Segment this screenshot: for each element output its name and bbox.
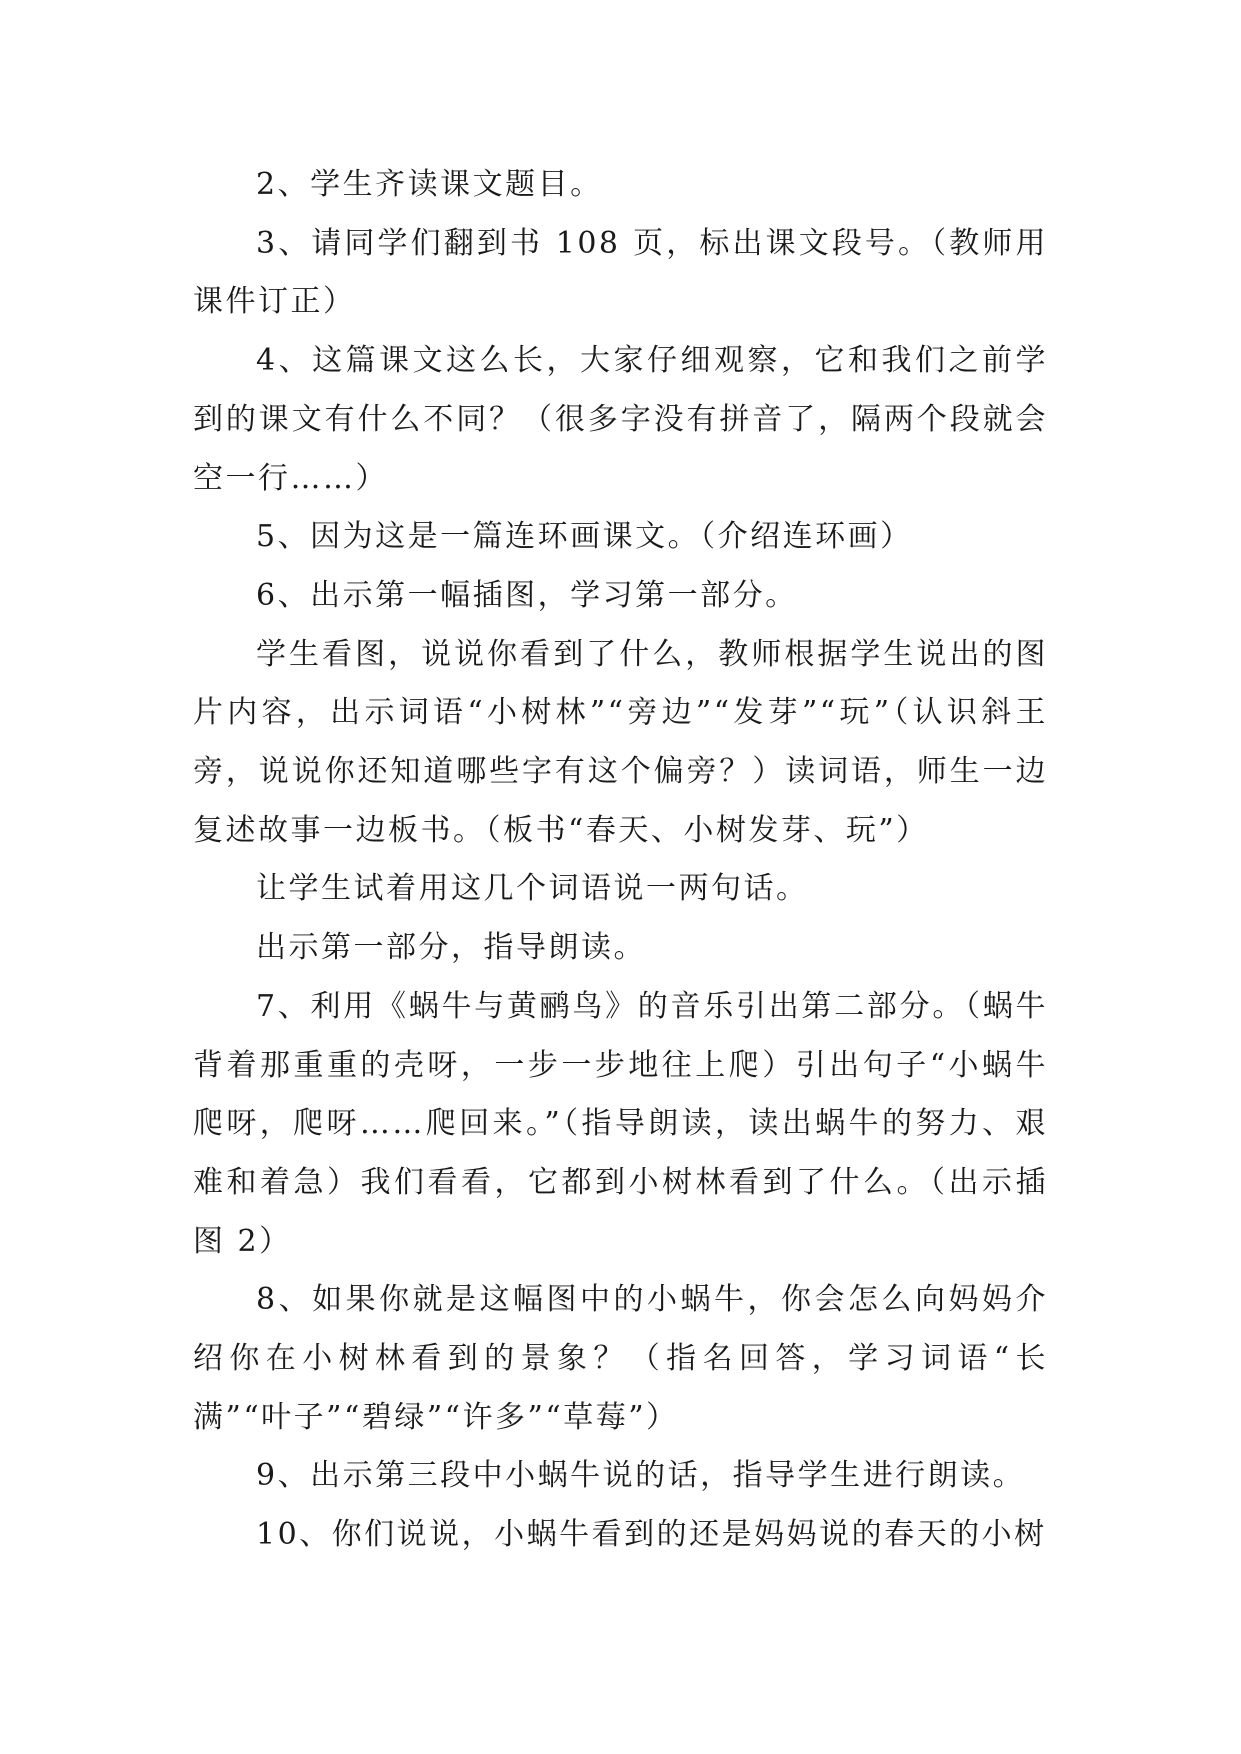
paragraph-step-2: 2、学生齐读课文题目。 [256,167,603,202]
paragraph-step-7: 7、利用《蜗牛与黄鹂鸟》的音乐引出第二部分。（蜗牛背着那重重的壳呀，一步一步地往上爬）引出句子“小蜗牛爬呀，爬呀……爬回来。”（指导朗读，读出蜗牛的努力、艰难和着急）我们看看，它都到小树林看到了什么。（出示插图 2） [193,988,1048,1259]
document-body [193,156,1048,1565]
paragraph-picture-discussion: 学生看图，说说你看到了什么，教师根据学生说出的图片内容，出示词语“小树林”“旁边”“发芽”“玩”（认识斜王旁，说说你还知道哪些字有这个偏旁？）读词语，师生一边复述故事一边板书。（板书“春天、小树发芽、玩”） [193,636,1048,848]
paragraph-step-6: 6、出示第一幅插图，学习第一部分。 [256,577,798,613]
paragraph-step-5: 5、因为这是一篇连环画课文。（介绍连环画） [256,519,913,555]
paragraph-step-10: 10、你们说说，小蜗牛看到的还是妈妈说的春天的小树 [256,1517,1047,1553]
paragraph-guided-reading: 出示第一部分，指导朗读。 [256,930,646,966]
paragraph-step-4: 4、这篇课文这么长，大家仔细观察，它和我们之前学到的课文有什么不同？（很多字没有拼音了，隔两个段就会空一行……） [193,343,1048,496]
paragraph-step-9: 9、出示第三段中小蜗牛说的话，指导学生进行朗读。 [256,1458,1026,1494]
paragraph-sentence-practice: 让学生试着用这几个词语说一两句话。 [256,871,809,907]
paragraph-step-3: 3、请同学们翻到书 108 页，标出课文段号。（教师用课件订正） [193,225,1048,320]
paragraph-step-8: 8、如果你就是这幅图中的小蜗牛，你会怎么向妈妈介绍你在小树林看到的景象？（指名回答，学习词语“长满”“叶子”“碧绿”“许多”“草莓”） [193,1282,1048,1435]
